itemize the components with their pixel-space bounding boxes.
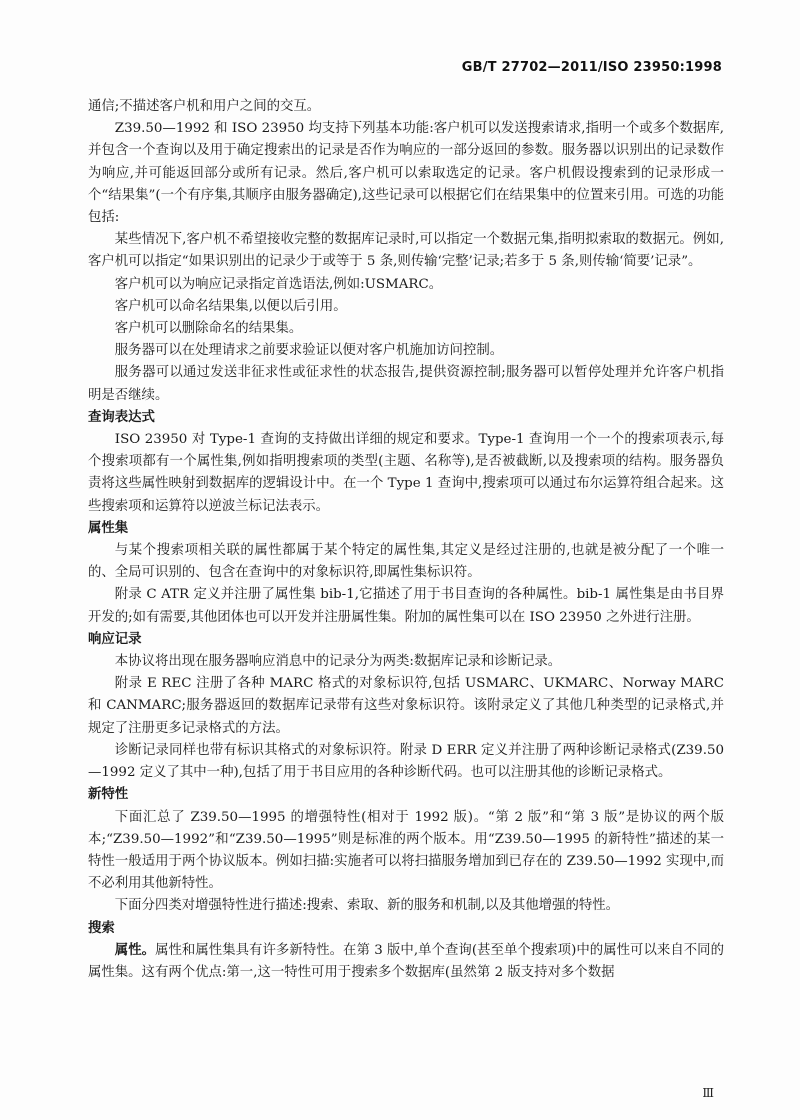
standard-code-header: GB/T 27702—2011/ISO 23950:1998 bbox=[461, 60, 722, 75]
paragraph: 服务器可以通过发送非征求性或征求性的状态报告,提供资源控制;服务器可以暂停处理并允许客户机指明是否继续。 bbox=[88, 365, 724, 403]
paragraph: 客户机可以命名结果集,以便以后引用。 bbox=[114, 298, 347, 314]
paragraph: 本协议将出现在服务器响应消息中的记录分为两类:数据库记录和诊断记录。 bbox=[114, 654, 562, 670]
section-heading-attribute-set: 属性集 bbox=[88, 520, 129, 536]
paragraph: 某些情况下,客户机不希望接收完整的数据库记录时,可以指定一个数据元集,指明拟索取的数据元。例如,客户机可以指定“如果识别出的记录少于或等于 5 条,则传输‘完整’记录;若多于 5 条,则传输‘简要’记录”。 bbox=[88, 232, 724, 270]
paragraph: 附录 E REC 注册了各种 MARC 格式的对象标识符,包括 USMARC、UKMARC、Norway MARC 和 CANMARC;服务器返回的数据库记录带有这些对象标识符。该附录定义了其他几种类型的记录格式,并规定了注册更多记录格式的方法。 bbox=[88, 676, 724, 736]
paragraph: ISO 23950 对 Type-1 查询的支持做出详细的规定和要求。Type-1 查询用一个一个的搜索项表示,每个搜索项都有一个属性集,例如指明搜索项的类型(主题、名称等),是否被截断,以及搜索项的结构。服务器负责将这些属性映射到数据库的逻辑设计中。在一个 Type 1 查询中,搜索项可以通过布尔运算符组合起来。这些搜索项和运算符以逆波兰标记法表示。 bbox=[88, 432, 724, 514]
section-heading-response-records: 响应记录 bbox=[88, 631, 142, 647]
paragraph: 客户机可以删除命名的结果集。 bbox=[114, 321, 303, 337]
paragraph: 诊断记录同样也带有标识其格式的对象标识符。附录 D ERR 定义并注册了两种诊断记录格式(Z39.50—1992 定义了其中一种),包括了用于书目应用的各种诊断代码。也可以注册其他的诊断记录格式。 bbox=[88, 742, 724, 781]
section-heading-search: 搜索 bbox=[88, 920, 115, 936]
section-heading-query: 查询表达式 bbox=[88, 409, 155, 425]
paragraph-text: 属性和属性集具有许多新特性。在第 3 版中,单个查询(甚至单个搜索项)中的属性可以来自不同的属性集。这有两个优点:第一,这一特性可用于搜索多个数据库(虽然第 2 版支持对多个数据 bbox=[88, 942, 725, 980]
section-heading-new-features: 新特性 bbox=[88, 787, 129, 803]
paragraph: 下面分四类对增强特性进行描述:搜索、索取、新的服务和机制,以及其他增强的特性。 bbox=[114, 898, 620, 914]
paragraph: 客户机可以为响应记录指定首选语法,例如:USMARC。 bbox=[114, 276, 443, 292]
page-number: Ⅲ bbox=[702, 1086, 714, 1100]
paragraph-lead-term: 属性。 bbox=[114, 942, 156, 958]
paragraph: Z39.50—1992 和 ISO 23950 均支持下列基本功能:客户机可以发送搜索请求,指明一个或多个数据库,并包含一个查询以及用于确定搜索出的记录是否作为响应的一部分返回的参数。服务器以识别出的记录数作为响应,并可能返回部分或所有记录。然后,客户机可以索取选定的记录。客户机假设搜索到的记录形成一个“结果集”(一个有序集,其顺序由服务器确定),这些记录可以根据它们在结果集中的位置来引用。可选的功能包括: bbox=[88, 121, 724, 226]
paragraph: 与某个搜索项相关联的属性都属于某个特定的属性集,其定义是经过注册的,也就是被分配了一个唯一的、全局可识别的、包含在查询中的对象标识符,即属性集标识符。 bbox=[88, 543, 724, 581]
paragraph: 附录 C ATR 定义并注册了属性集 bib-1,它描述了用于书目查询的各种属性。bib-1 属性集是由书目界开发的;如有需要,其他团体也可以开发并注册属性集。附加的属性集可以在 ISO 23950 之外进行注册。 bbox=[88, 587, 724, 625]
paragraph bbox=[88, 940, 724, 984]
paragraph: 下面汇总了 Z39.50—1995 的增强特性(相对于 1992 版)。“第 2 版”和“第 3 版”是协议的两个版本;“Z39.50—1992”和“Z39.50—1995”则是标准的两个版本。用“Z39.50—1995 的新特性”描述的某一特性一般适用于两个协议版本。例如扫描:实施者可以将扫描服务增加到已存在的 Z39.50—1992 实现中,而不必利用其他新特性。 bbox=[88, 809, 724, 892]
body-text bbox=[88, 96, 724, 984]
paragraph: 通信;不描述客户机和用户之间的交互。 bbox=[88, 99, 321, 114]
paragraph: 服务器可以在处理请求之前要求验证以便对客户机施加访问控制。 bbox=[114, 343, 504, 359]
